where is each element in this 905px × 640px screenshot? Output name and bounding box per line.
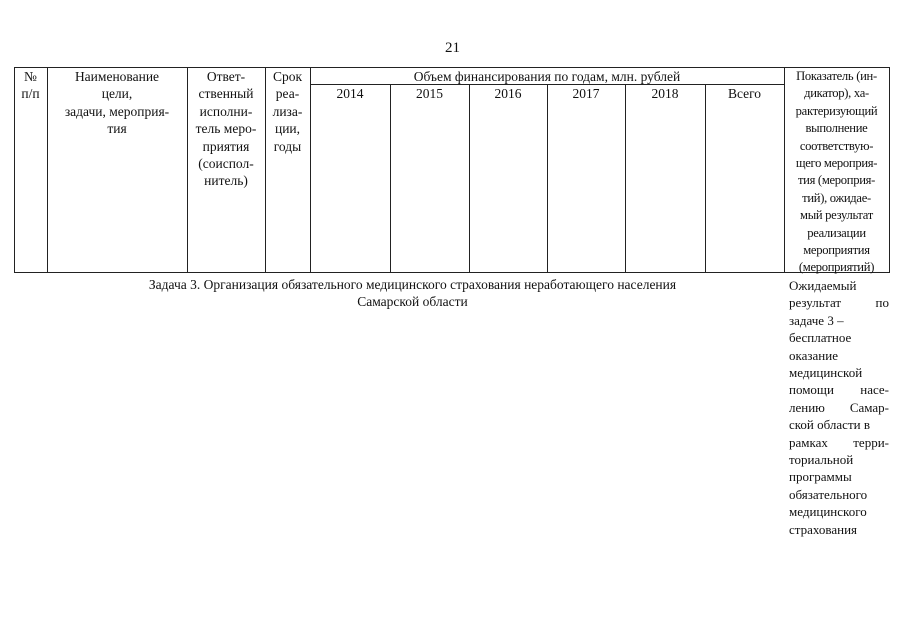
text-line: результат по xyxy=(789,295,889,311)
text-line: ции, xyxy=(274,121,301,137)
text-line: приятия xyxy=(202,138,250,154)
text-line: Показатель (ин- xyxy=(796,69,877,83)
text-line: обязательного xyxy=(789,486,868,502)
text-line: (мероприятий) xyxy=(798,260,875,275)
table-rule xyxy=(469,84,470,272)
text-line: Ожидаемый xyxy=(789,278,857,293)
text-line: цели, xyxy=(101,86,133,102)
year-header: 2017 xyxy=(572,86,600,101)
text-line: годы xyxy=(273,138,302,154)
text-line: Наименование xyxy=(74,69,160,84)
text-line: рактеризующий xyxy=(795,103,878,118)
text-line: задаче 3 – xyxy=(789,312,844,328)
task-heading xyxy=(40,276,785,310)
text-line: соответствую- xyxy=(799,138,874,153)
text-line: помощи насе- xyxy=(789,382,889,398)
text-line: исполни- xyxy=(199,103,253,119)
header-executor xyxy=(187,68,265,190)
year-header: Всего xyxy=(727,86,762,101)
year-header: 2014 xyxy=(336,86,364,101)
table-rule xyxy=(889,67,890,273)
year-header: 2015 xyxy=(416,86,443,101)
table-rule xyxy=(14,272,890,273)
text-line: тий), ожидае- xyxy=(802,190,871,205)
header-num xyxy=(14,68,47,103)
text-line: Срок xyxy=(272,69,303,84)
text-line: Самарской области xyxy=(357,294,468,309)
text-line: задачи, мероприя- xyxy=(64,103,170,119)
text-line: медицинской xyxy=(789,365,863,381)
text-line: бесплатное xyxy=(789,330,852,346)
text-line: реализации xyxy=(807,225,866,240)
text-line: № xyxy=(24,69,37,84)
text-line: ской области в xyxy=(789,417,870,433)
text-line: тия xyxy=(107,121,127,137)
text-line: (соиспол- xyxy=(198,156,254,172)
text-line: реа- xyxy=(275,86,300,102)
table-rule xyxy=(390,84,391,272)
text-line: тель меро- xyxy=(195,121,257,137)
text-line: лению Самар- xyxy=(789,399,889,415)
text-line: программы xyxy=(789,469,852,485)
funding-label: Объем финансирования по годам, млн. рублей xyxy=(413,69,681,84)
text-line: оказание xyxy=(789,347,838,363)
table-rule xyxy=(625,84,626,272)
text-line: тия (мероприя- xyxy=(797,173,876,188)
header-name xyxy=(47,68,187,138)
text-line: щего мероприя- xyxy=(795,156,878,171)
header-funding xyxy=(310,68,784,85)
text-line: мый результат xyxy=(800,208,873,223)
text-line: медицинского xyxy=(789,504,867,520)
text-line: Задача 3. Организация обязательного медицинского страхования неработающего населения xyxy=(148,277,677,292)
text-line: ториальной xyxy=(789,452,854,468)
text-line: дикатор), ха- xyxy=(804,86,869,101)
text-line: п/п xyxy=(21,86,40,102)
text-line: рамках терри- xyxy=(789,434,889,450)
text-line: Ответ- xyxy=(206,69,246,84)
text-line: лиза- xyxy=(272,103,303,119)
year-header: 2018 xyxy=(651,86,679,101)
text-line: нитель) xyxy=(204,173,248,189)
expected-result xyxy=(789,277,889,538)
page-number: 21 xyxy=(445,40,460,56)
text-line: выполнение xyxy=(805,121,868,136)
year-header: 2016 xyxy=(494,86,522,101)
table-rule xyxy=(705,84,706,272)
header-indicator xyxy=(784,68,889,277)
text-line: страхования xyxy=(789,521,858,537)
text-line: мероприятия xyxy=(803,243,870,258)
text-line: ственный xyxy=(198,86,254,102)
header-term xyxy=(265,68,310,155)
table-rule xyxy=(547,84,548,272)
